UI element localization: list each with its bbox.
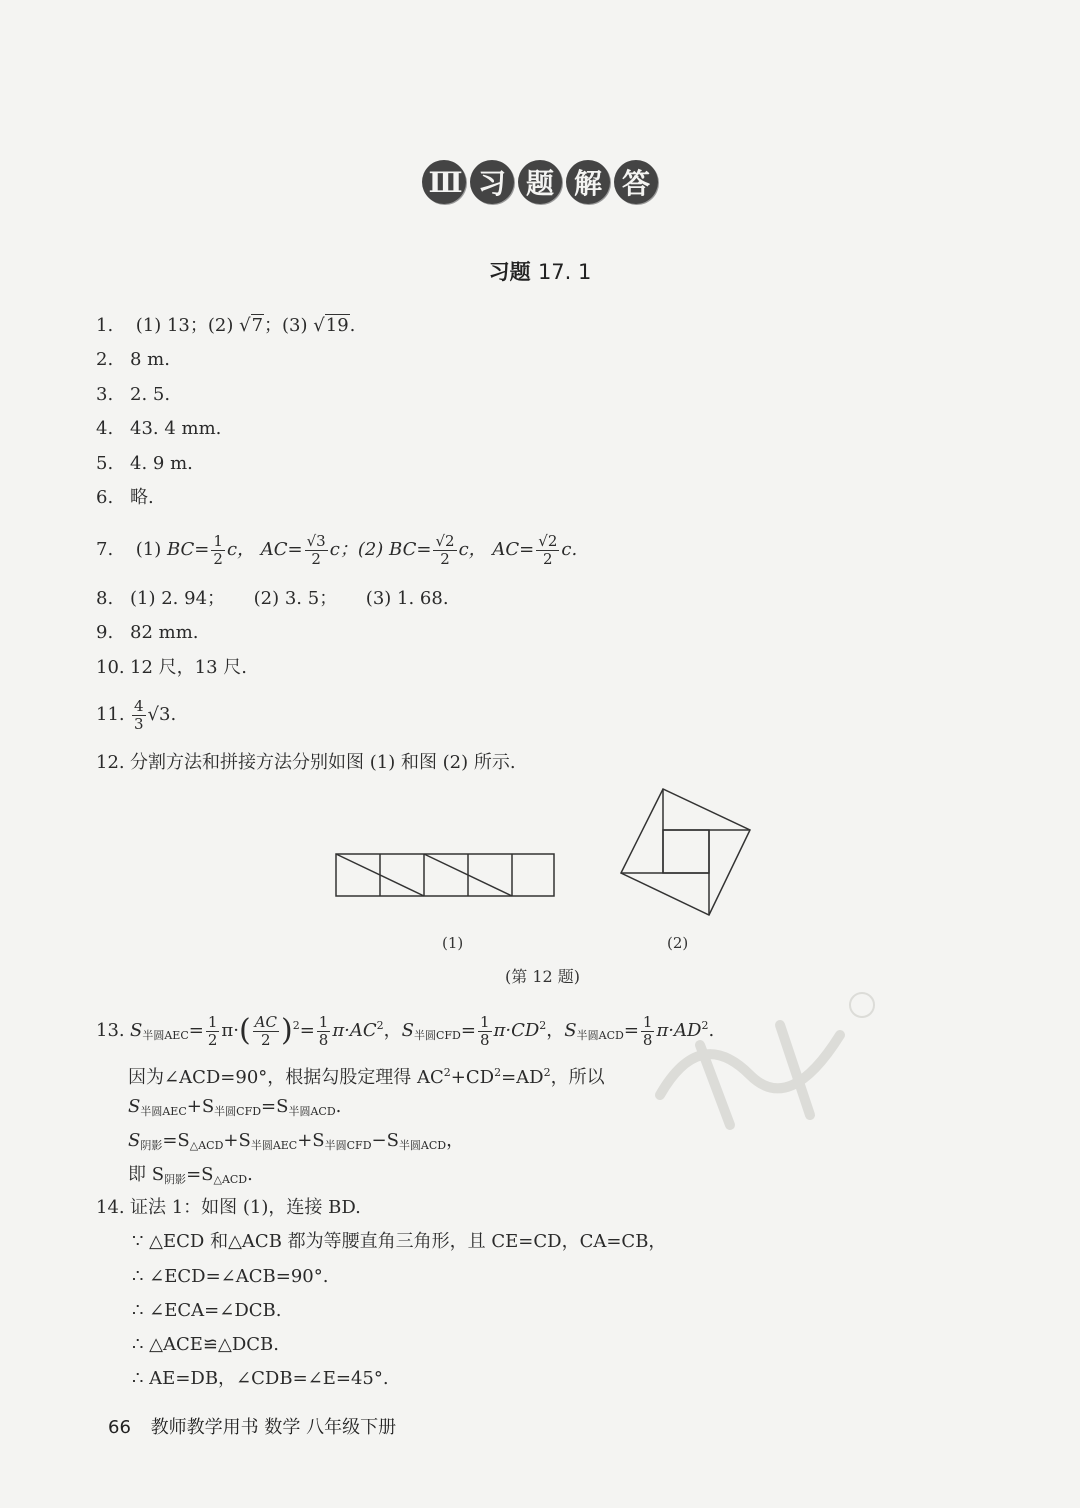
header-circle-ti: 题 xyxy=(518,160,562,204)
section-title xyxy=(0,256,1080,286)
header-circle-jie: 解 xyxy=(566,160,610,204)
answer-9: 9. 82 mm. xyxy=(96,622,199,643)
page-number: 66 xyxy=(108,1417,131,1438)
answer-14-line-5: ∴ △ACE≌△DCB. xyxy=(132,1334,280,1355)
header-circle-xi: 习 xyxy=(470,160,514,204)
section-title-number: 17. 1 xyxy=(537,260,592,284)
answer-4: 4. 43. 4 mm. xyxy=(96,418,222,439)
answer-8: 8. (1) 2. 94； (2) 3. 5； (3) 1. 68. xyxy=(96,588,449,609)
answer-6: 6. 略. xyxy=(96,487,154,508)
answer-14-line-2: ∵ △ECD 和△ACB 都为等腰直角三角形，且 CE=CD，CA=CB， xyxy=(132,1231,667,1252)
answer-11: 11. $\frac{4}{3}$ √3. xyxy=(96,696,177,733)
answer-1: 1. (1) 13；(2) √7；(3) √19. xyxy=(96,313,355,339)
answer-13-line-1: 13. $S_{半圆AEC}=$ $\frac{1}{2}$ π·( $\frac{AC}{2}$ )$^2$= $\frac{1}{8}$ $\pi\cdot AC^2$，$S_{半圆CFD}=$ $\frac{1}{8}$ $\pi\cdot CD^2$，$S_{半圆ACD}=$ $\frac{1}{8}$ $\pi\cdot AD^2$. xyxy=(96,1012,715,1049)
figure-2-square xyxy=(621,789,750,915)
book-title: 教师教学用书 数学 八年级下册 xyxy=(150,1417,397,1438)
answer-14-line-1: 14. 证法 1：如图 (1)，连接 BD. xyxy=(96,1197,361,1218)
answer-13-line-4: $S_{阴影}=S_{\triangle ACD}+S_{半圆AEC}+S_{半圆CFD}-S_{半圆ACD}$， xyxy=(128,1130,465,1152)
chapter-header xyxy=(0,160,1080,210)
answer-13-line-3: $S_{半圆AEC}+S_{半圆CFD}=S_{半圆ACD}$. xyxy=(128,1096,342,1118)
figure-1-caption: (1) xyxy=(442,934,464,952)
answer-10: 10. 12 尺，13 尺. xyxy=(96,657,247,678)
sqrt-19: √19 xyxy=(313,315,349,336)
figure-12 xyxy=(330,785,760,925)
figure-group-caption: (第 12 题) xyxy=(505,967,581,986)
sqrt-7: √7 xyxy=(239,315,264,336)
answer-14-line-4: ∴ ∠ECA=∠DCB. xyxy=(132,1300,282,1321)
answer-5: 5. 4. 9 m. xyxy=(96,453,193,474)
figure-1-rectangles xyxy=(336,854,554,896)
header-circle-roman: Ⅲ xyxy=(422,160,466,204)
answer-13-line-2: 因为∠ACD=90°，根据勾股定理得 $AC^2+CD^2=AD^2$，所以 xyxy=(128,1066,605,1088)
answer-3: 3. 2. 5. xyxy=(96,384,171,405)
answer-13-line-5: 即 $S_{阴影}=S_{\triangle ACD}$. xyxy=(128,1164,253,1186)
answer-12: 12. 分割方法和拼接方法分别如图 (1) 和图 (2) 所示. xyxy=(96,752,516,773)
section-title-label: 习题 xyxy=(488,260,531,284)
answer-7: 7. (1) BC= $\frac{1}{2}$ c， AC= $\frac{√3}{2}$ c；(2) BC= $\frac{√2}{2}$ c， AC= $\frac{√2}{2}$ c. xyxy=(96,531,578,568)
answer-14-line-3: ∴ ∠ECD=∠ACB=90°. xyxy=(132,1266,329,1287)
figure-2-caption: (2) xyxy=(667,934,689,952)
answer-14-line-6: ∴ AE=DB，∠CDB=∠E=45°. xyxy=(132,1368,389,1389)
page-footer xyxy=(108,1413,396,1439)
answer-2: 2. 8 m. xyxy=(96,349,170,370)
header-circle-da: 答 xyxy=(614,160,658,204)
